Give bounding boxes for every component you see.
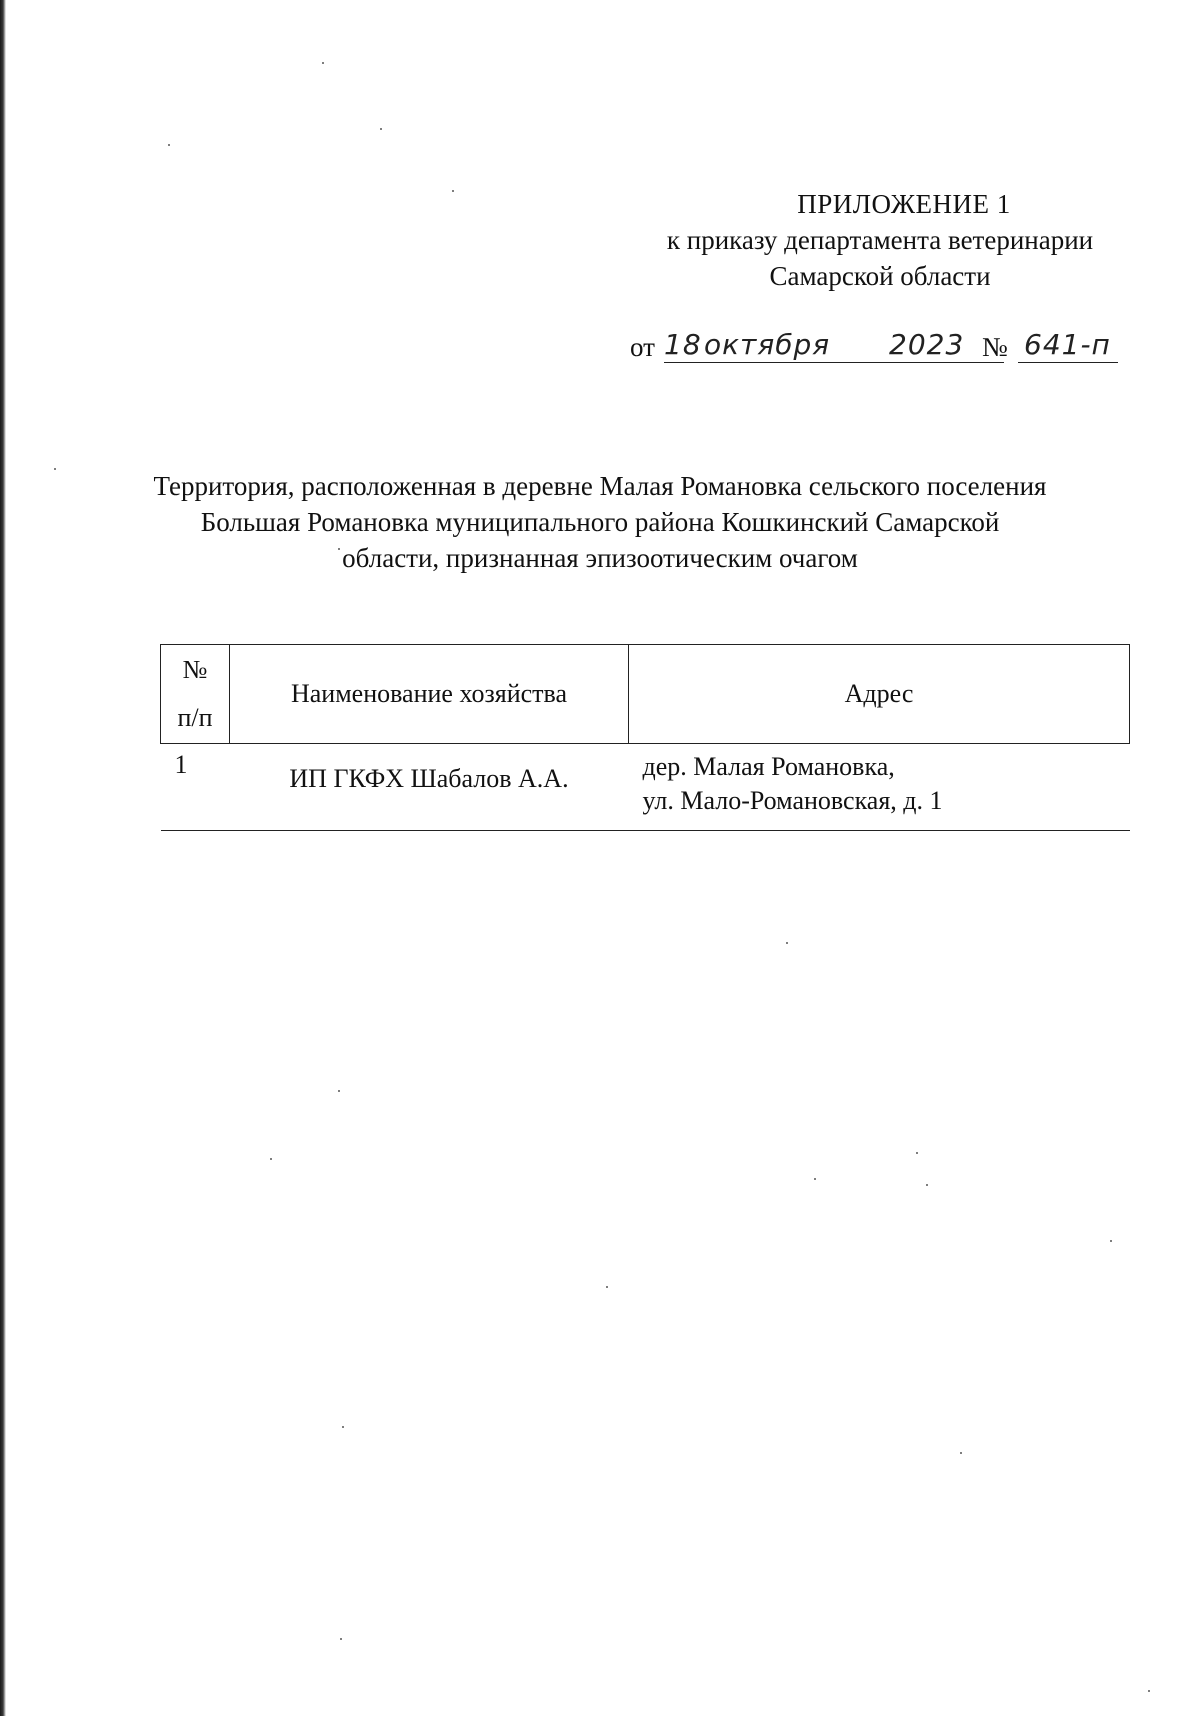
scan-speck (926, 1184, 928, 1186)
scan-speck (342, 1426, 344, 1428)
header-number-pp: п/п (177, 703, 213, 732)
scan-speck (168, 144, 170, 146)
scan-speck (1148, 1690, 1150, 1692)
scan-edge (0, 0, 6, 1716)
scan-speck (338, 1090, 340, 1092)
order-number-field (1018, 326, 1118, 363)
appendix-title: ПРИЛОЖЕНИЕ 1 (797, 189, 1011, 219)
from-label: от (630, 332, 655, 362)
table-row (161, 744, 1130, 831)
scan-speck (1110, 1240, 1112, 1242)
scan-speck (960, 1452, 962, 1454)
document-title (120, 468, 1080, 576)
order-date-number (630, 326, 1130, 370)
scan-speck (270, 1158, 272, 1160)
scan-speck (380, 128, 382, 130)
scan-speck (916, 1152, 918, 1154)
header-farm-name: Наименование хозяйства (230, 645, 629, 744)
header-number (161, 645, 230, 744)
header-number-sign: № (182, 655, 208, 684)
order-date-field (664, 326, 1004, 363)
document-title-line-3: области, признанная эпизоотическим очагом (342, 543, 858, 573)
scan-speck (322, 62, 324, 64)
handwritten-month: октября (704, 328, 831, 361)
scan-speck (814, 1178, 816, 1180)
appendix-header (640, 186, 1120, 294)
document-title-line-2: Большая Романовка муниципального района Кошкинский Самарской (200, 507, 1000, 537)
appendix-line-2: Самарской области (769, 261, 991, 291)
row-address-line-1: дер. Малая Романовка, (642, 752, 895, 781)
number-label: № (982, 332, 1008, 362)
appendix-line-1: к приказу департамента ветеринарии (666, 225, 1094, 255)
handwritten-number: 641-п (1024, 328, 1111, 361)
scan-speck (452, 190, 454, 192)
row-address (629, 744, 1130, 831)
scan-speck (54, 468, 56, 470)
row-number: 1 (174, 750, 188, 779)
handwritten-year: 2023 (889, 328, 965, 361)
scan-speck (786, 942, 788, 944)
document-title-line-1: Территория, расположенная в деревне Малая Романовка сельского поселения (153, 471, 1047, 501)
farm-table (160, 644, 1130, 831)
table-header-row (161, 645, 1130, 744)
scan-speck (606, 1286, 608, 1288)
row-farm-name: ИП ГКФХ Шабалов А.А. (289, 764, 569, 793)
handwritten-day: 18 (664, 328, 702, 361)
header-address: Адрес (629, 645, 1130, 744)
row-address-line-2: ул. Мало-Романовская, д. 1 (642, 786, 943, 815)
scan-speck (340, 1638, 342, 1640)
